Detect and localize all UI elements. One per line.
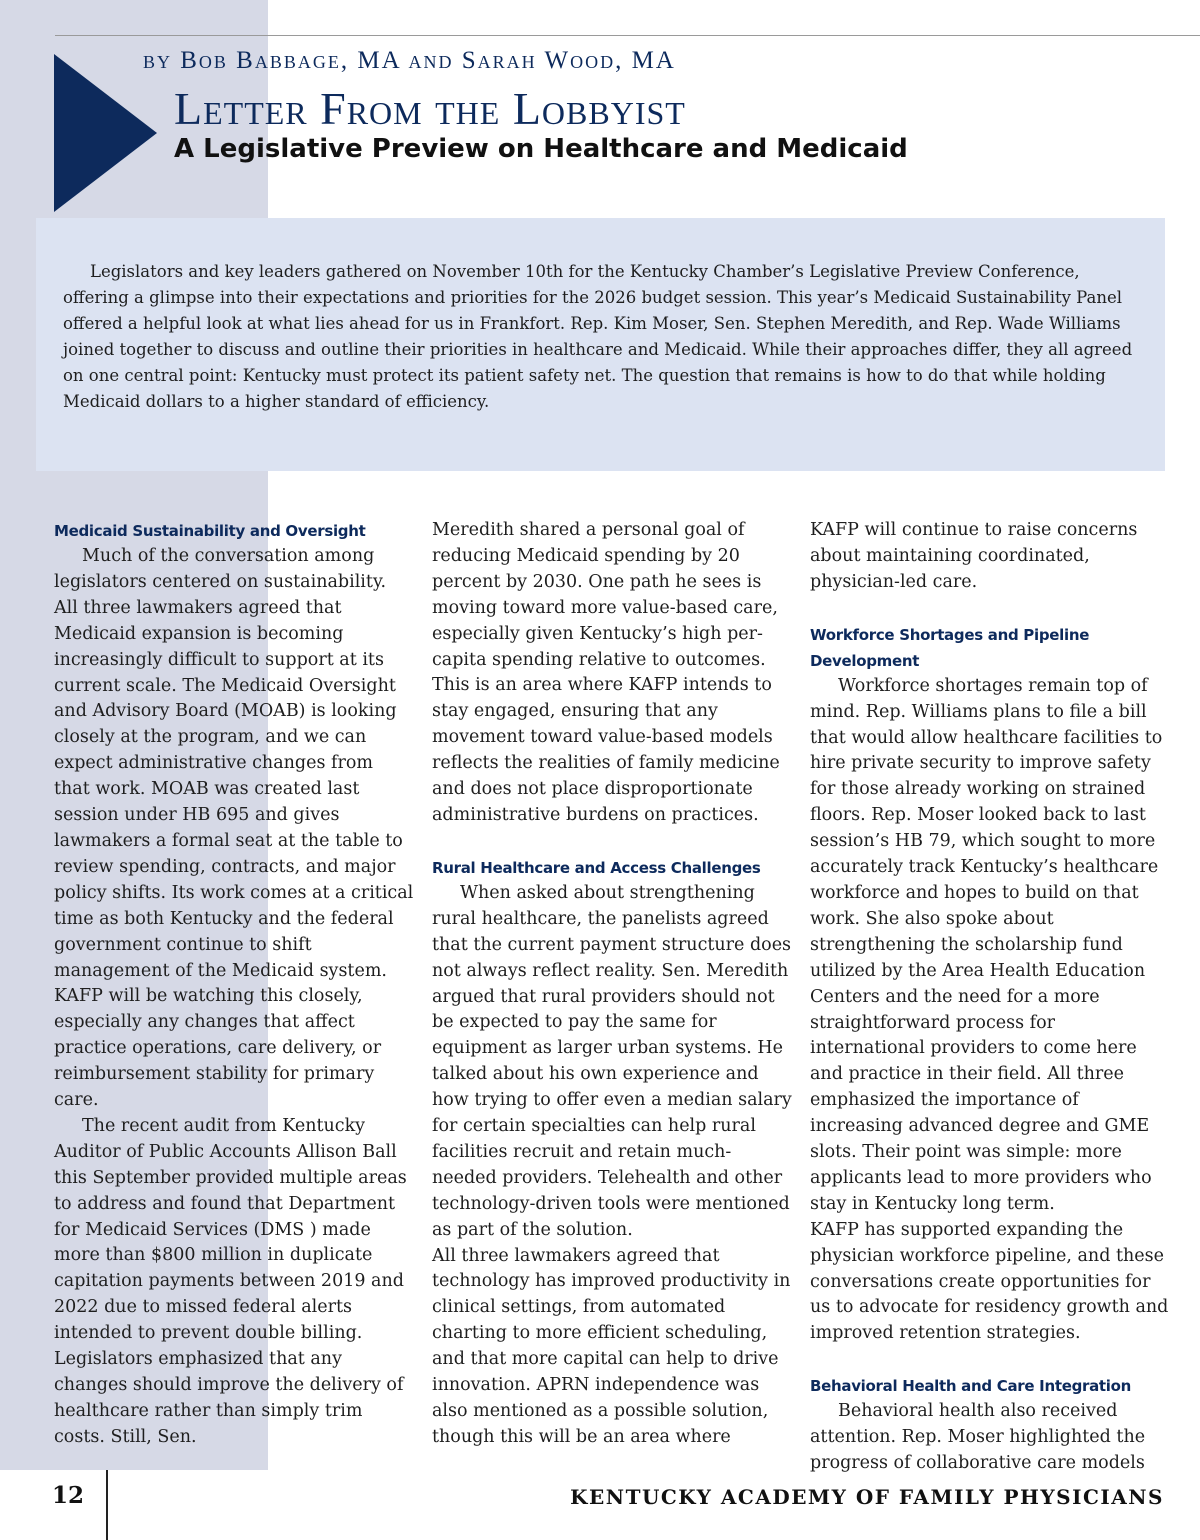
column-1 — [54, 518, 414, 1451]
paragraph: Meredith shared a personal goal of reducing Medicaid spending by 20 percent by 2030. One path he sees is moving toward more value-based care, especially given Kentucky’s high per-capita spending relative to outcomes. This is an area where KAFP intends to stay engaged, ensuring that any movement toward value-based models reflects the realities of family medicine and does not place disproportionate administrative burdens on practices. — [432, 520, 780, 825]
intro-box — [36, 218, 1165, 471]
page-number: 12 — [52, 1482, 85, 1509]
paragraph: KAFP will continue to raise concerns about maintaining coordinated, physician-led care. — [810, 520, 1138, 592]
paragraph: KAFP has supported expanding the physician workforce pipeline, and these conversations create opportunities for us to advocate for residency growth and improved retention strategies. — [810, 1219, 1169, 1344]
section-heading-behavioral: Behavioral Health and Care Integration — [810, 1377, 1132, 1396]
paragraph: The recent audit from Kentucky Auditor of Public Accounts Allison Ball this September provided multiple areas to address and found that Department for Medicaid Services (DMS ) made more than $800 million in duplicate capitation payments between 2019 and 2022 due to missed federal alerts intended to prevent double billing. Legislators emphasized that any changes should improve the delivery of healthcare rather than simply trim costs. Still, Sen. — [54, 1115, 407, 1447]
intro-paragraph: Legislators and key leaders gathered on November 10th for the Kentucky Chamber’s Legislative Preview Conference, offering a glimpse into their expectations and priorities for the 2026 budget session. This year’s Medicaid Sustainability Panel offered a helpful look at what lies ahead for us in Frankfort. Rep. Kim Moser, Sen. Stephen Meredith, and Rep. Wade Williams joined together to discuss and outline their priorities in healthcare and Medicaid. While their approaches differ, they all agreed on one central point: Kentucky must protect its patient safety net. The question that remains is how to do that while holding Medicaid dollars to a higher standard of efficiency. — [63, 262, 1133, 411]
paragraph: Much of the conversation among legislators centered on sustainability. All three lawmakers agreed that Medicaid expansion is becoming increasingly difficult to support at its current scale. The Medicaid Oversight and Advisory Board (MOAB) is looking closely at the program, and we can expect administrative changes from that work. MOAB was created last session under HB 695 and gives lawmakers a formal seat at the table to review spending, contracts, and major policy shifts. Its work comes at a critical time as both Kentucky and the federal government continue to shift management of the Medicaid system. KAFP will be watching this closely, especially any changes that affect practice operations, care delivery, or reimbursement stability for primary care. — [54, 546, 414, 1111]
paragraph: All three lawmakers agreed that technology has improved productivity in clinical settings, from automated charting to more efficient scheduling, and that more capital can help to drive innovation. APRN independence was also mentioned as a possible solution, though this will be an area where — [432, 1245, 791, 1447]
section-heading-medicaid: Medicaid Sustainability and Oversight — [54, 522, 366, 540]
column-2 — [432, 518, 792, 1451]
section-heading-rural: Rural Healthcare and Access Challenges — [432, 858, 761, 877]
column-3 — [810, 518, 1175, 1477]
paragraph: When asked about strengthening rural healthcare, the panelists agreed that the current payment structure does not always reflect reality. Sen. Meredith argued that rural providers should not be expected to pay the same for equipment as larger urban systems. He talked about his own experience and how trying to offer even a median salary for certain specialties can help rural facilities recruit and retain much-needed providers. Telehealth and other technology-driven tools were mentioned as part of the solution. — [432, 882, 792, 1240]
footer-divider — [106, 1470, 108, 1540]
paragraph: Workforce shortages remain top of mind. Rep. Williams plans to file a bill that would allow healthcare facilities to hire private security to improve safety for those already working on strained floors. Rep. Moser looked back to last session’s HB 79, which sought to more accurately track Kentucky’s healthcare workforce and hopes to build on that work. She also spoke about strengthening the scholarship fund utilized by the Area Health Education Centers and the need for a more straightforward process for international providers to come here and practice in their field. All three emphasized the importance of increasing advanced degree and GME slots. Their point was simple: more applicants lead to more providers who stay in Kentucky long term. — [810, 675, 1163, 1214]
article-title: Letter From the Lobbyist — [174, 83, 686, 134]
byline: by Bob Babbage, MA and Sarah Wood, MA — [143, 47, 676, 74]
top-divider — [55, 35, 1200, 36]
article-subtitle: A Legislative Preview on Healthcare and Medicaid — [174, 134, 908, 164]
paragraph: Behavioral health also received attention. Rep. Moser highlighted the progress of collaborative care models — [810, 1401, 1146, 1474]
play-triangle-icon — [54, 54, 157, 212]
footer-organization: KENTUCKY ACADEMY OF FAMILY PHYSICIANS — [570, 1485, 1164, 1509]
section-heading-workforce: Workforce Shortages and Pipeline Development — [810, 625, 1090, 670]
